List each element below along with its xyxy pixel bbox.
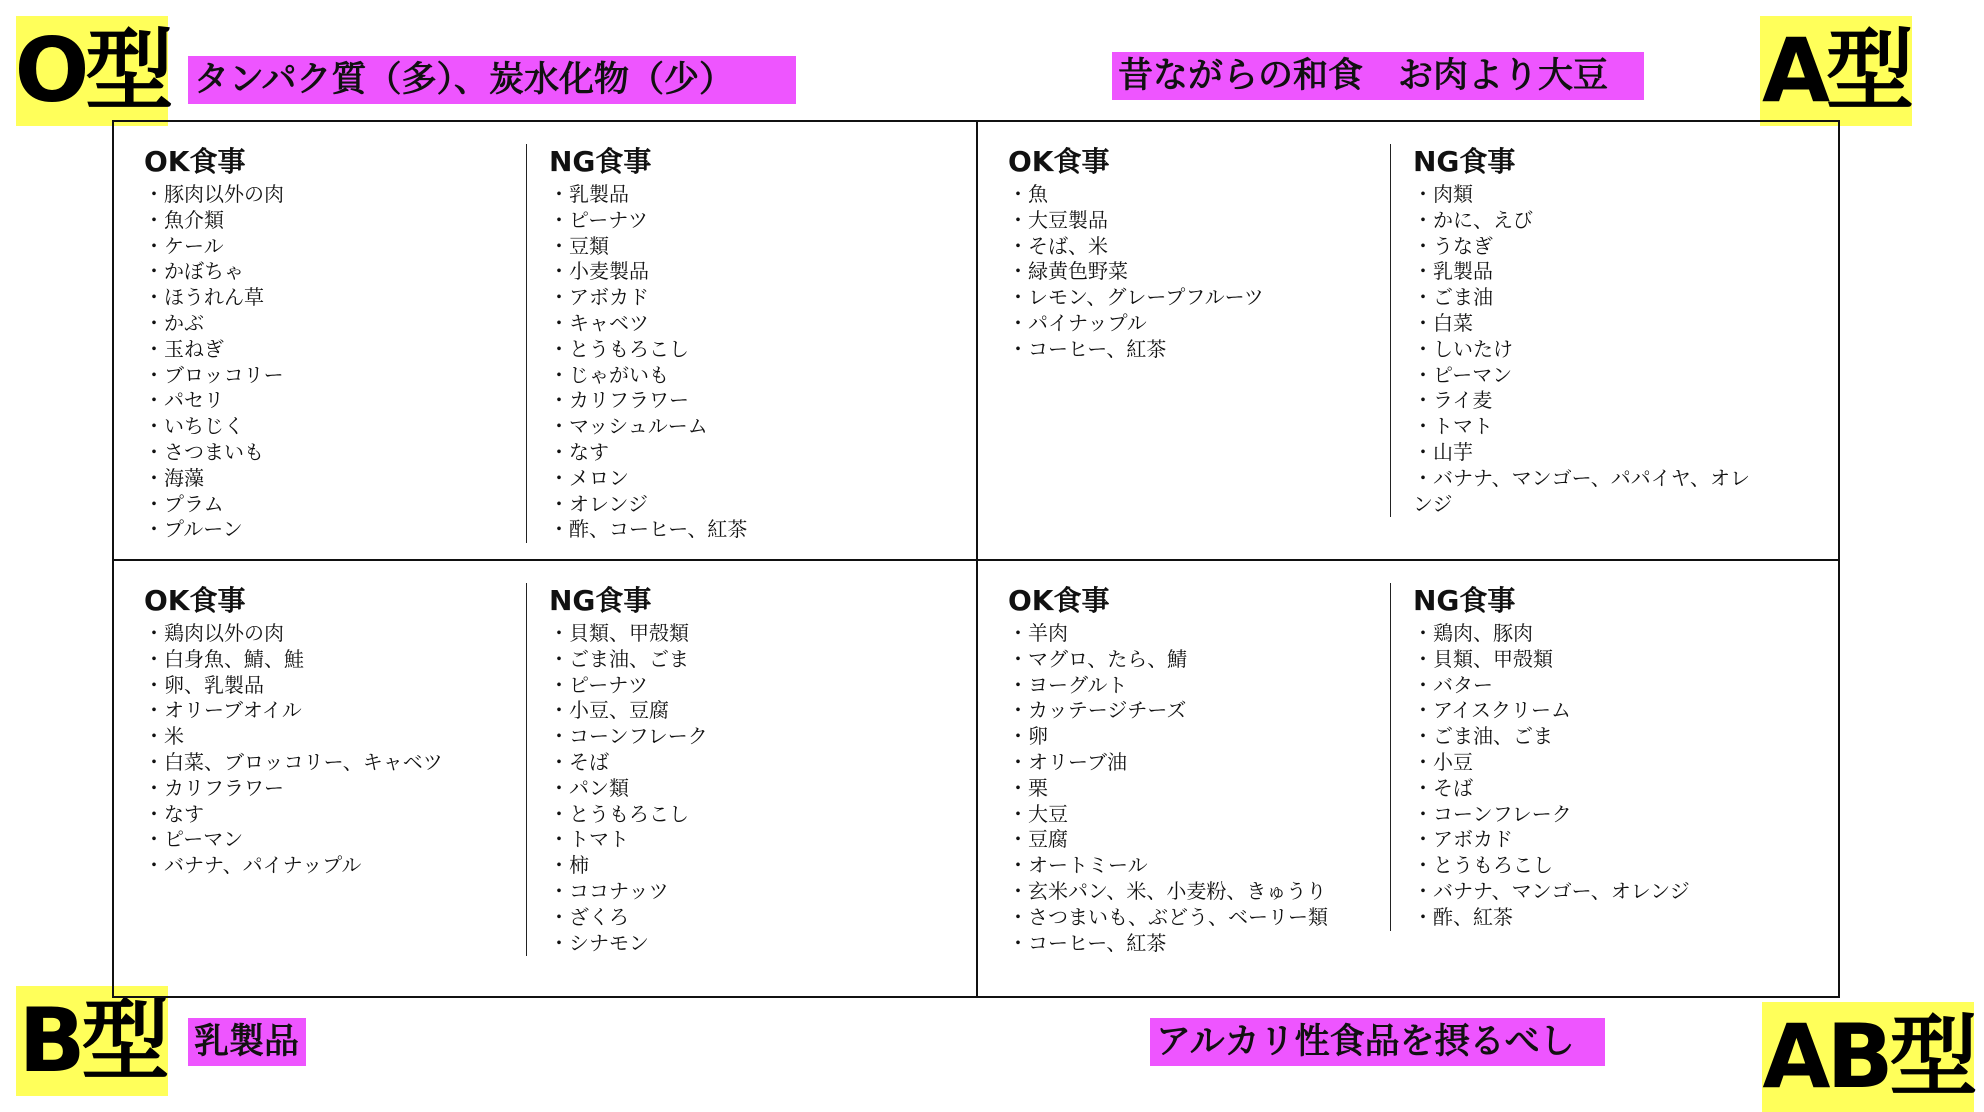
- food-item: ・貝類、甲殻類: [549, 621, 689, 645]
- food-item: ・ごま油、ごま: [549, 646, 689, 671]
- quadrant-type-o: [114, 122, 976, 559]
- type-b-banner: 乳製品: [188, 1018, 306, 1066]
- food-item: ・肉類: [1413, 182, 1473, 206]
- food-item: ・バナナ、マンゴー、パパイヤ、オレンジ: [1413, 465, 1750, 516]
- food-item: ・プルーン: [144, 517, 243, 542]
- food-item: ・ピーマン: [1413, 362, 1513, 387]
- ok-column: [1008, 583, 1378, 956]
- food-item: ・トマト: [1413, 414, 1493, 439]
- type-o-banner: タンパク質（多）、炭水化物（少）: [188, 56, 796, 104]
- ok-column: [144, 144, 514, 543]
- food-item: ・鶏肉以外の肉: [144, 621, 284, 645]
- blood-type-a-badge: A型: [1760, 16, 1912, 126]
- food-item: ・豆腐: [1008, 827, 1068, 852]
- food-item: ・白身魚、鯖、鮭: [144, 646, 304, 671]
- ng-header: NG食事: [1413, 145, 1516, 178]
- ng-food-list: [549, 621, 929, 956]
- food-item: ・パイナップル: [1008, 310, 1147, 335]
- food-item: ・乳製品: [549, 182, 629, 206]
- food-item: ・卵: [1008, 724, 1048, 749]
- type-a-banner: 昔ながらの和食 お肉より大豆: [1112, 52, 1644, 100]
- ok-header: OK食事: [144, 145, 246, 178]
- food-item: ・とうもろこし: [1413, 853, 1553, 878]
- food-item: ・大豆製品: [1008, 207, 1108, 232]
- food-item: ・柿: [549, 853, 589, 878]
- food-item: ・緑黄色野菜: [1008, 259, 1128, 284]
- ng-column: [526, 583, 929, 956]
- food-item: ・魚: [1008, 182, 1048, 206]
- food-item: ・コーヒー、紅茶: [1008, 930, 1167, 955]
- ok-header: OK食事: [1008, 145, 1110, 178]
- food-item: ・コーヒー、紅茶: [1008, 336, 1167, 361]
- food-item: ・アイスクリーム: [1413, 698, 1571, 723]
- food-item: ・シナモン: [549, 930, 649, 955]
- food-item: ・トマト: [549, 827, 629, 852]
- blood-type-ab-badge: AB型: [1762, 1002, 1974, 1112]
- ng-food-list: [1413, 621, 1793, 931]
- ng-header: NG食事: [549, 145, 652, 178]
- food-item: ・いちじく: [144, 414, 244, 439]
- food-item: ・羊肉: [1008, 621, 1068, 645]
- food-item: ・小麦製品: [549, 259, 649, 284]
- food-item: ・キャベツ: [549, 310, 649, 335]
- food-item: ・とうもろこし: [549, 336, 689, 361]
- blood-type-b-badge: B型: [16, 986, 168, 1096]
- food-item: ・栗: [1008, 775, 1048, 800]
- food-item: ・大豆: [1008, 801, 1068, 826]
- food-item: ・オリーブオイル: [144, 698, 302, 723]
- ng-food-list: [1413, 182, 1793, 517]
- food-item: ・しいたけ: [1413, 336, 1513, 361]
- food-item: ・さつまいも、ぶどう、ベーリー類: [1008, 904, 1328, 929]
- food-item: ・バナナ、マンゴー、オレンジ: [1413, 878, 1690, 903]
- food-item: ・そば: [1413, 775, 1473, 800]
- food-item: ・ほうれん草: [144, 285, 264, 310]
- food-item: ・コーンフレーク: [1413, 801, 1572, 826]
- food-item: ・かぼちゃ: [144, 259, 244, 284]
- food-item: ・米: [144, 724, 184, 749]
- food-item: ・なす: [144, 801, 204, 826]
- food-item: ・カリフラワー: [549, 388, 689, 413]
- ng-column: [1390, 144, 1793, 517]
- ok-food-list: [144, 182, 514, 543]
- food-item: ・山芋: [1413, 439, 1473, 464]
- food-item: ・酢、コーヒー、紅茶: [549, 517, 748, 542]
- food-item: ・ココナッツ: [549, 878, 669, 903]
- food-item: ・マグロ、たら、鯖: [1008, 646, 1188, 671]
- food-item: ・酢、紅茶: [1413, 904, 1513, 929]
- food-item: ・ケール: [144, 233, 224, 258]
- quadrant-type-b: [114, 561, 976, 998]
- ok-column: [144, 583, 514, 879]
- food-item: ・カッテージチーズ: [1008, 698, 1187, 723]
- food-item: ・玉ねぎ: [144, 336, 224, 361]
- food-item: ・乳製品: [1413, 259, 1493, 284]
- food-item: ・じゃがいも: [549, 362, 669, 387]
- ok-food-list: [144, 621, 514, 879]
- food-item: ・パセリ: [144, 388, 224, 413]
- ok-food-list: [1008, 621, 1378, 956]
- food-item: ・ごま油、ごま: [1413, 724, 1553, 749]
- food-item: ・魚介類: [144, 207, 224, 232]
- food-item: ・カリフラワー: [144, 775, 284, 800]
- food-item: ・オートミール: [1008, 853, 1148, 878]
- food-item: ・貝類、甲殻類: [1413, 646, 1553, 671]
- food-item: ・オリーブ油: [1008, 749, 1127, 774]
- food-item: ・アボカド: [549, 285, 649, 310]
- food-item: ・豆類: [549, 233, 609, 258]
- food-item: ・うなぎ: [1413, 233, 1493, 258]
- food-item: ・豚肉以外の肉: [144, 182, 284, 206]
- food-item: ・白菜: [1413, 310, 1473, 335]
- ok-column: [1008, 144, 1378, 363]
- food-item: ・パン類: [549, 775, 629, 800]
- food-item: ・そば: [549, 749, 609, 774]
- food-item: ・コーンフレーク: [549, 724, 708, 749]
- food-item: ・そば、米: [1008, 233, 1108, 258]
- quadrant-type-a: [978, 122, 1840, 559]
- ok-header: OK食事: [144, 584, 246, 617]
- food-item: ・ヨーグルト: [1008, 672, 1128, 697]
- food-item: ・とうもろこし: [549, 801, 689, 826]
- ng-header: NG食事: [1413, 584, 1516, 617]
- type-ab-banner: アルカリ性食品を摂るべし: [1150, 1018, 1605, 1066]
- food-item: ・ピーマン: [144, 827, 244, 852]
- food-item: ・バナナ、パイナップル: [144, 853, 362, 878]
- food-item: ・かに、えび: [1413, 207, 1533, 232]
- ng-column: [1390, 583, 1793, 931]
- food-item: ・小豆、豆腐: [549, 698, 669, 723]
- food-item: ・マッシュルーム: [549, 414, 708, 439]
- food-item: ・ざくろ: [549, 904, 629, 929]
- food-item: ・かぶ: [144, 310, 204, 335]
- food-item: ・白菜、ブロッコリー、キャベツ: [144, 749, 443, 774]
- food-item: ・バター: [1413, 672, 1493, 697]
- food-item: ・さつまいも: [144, 439, 264, 464]
- ng-header: NG食事: [549, 584, 652, 617]
- food-item: ・小豆: [1413, 749, 1473, 774]
- food-item: ・ピーナツ: [549, 207, 648, 232]
- food-item: ・海藻: [144, 465, 204, 490]
- food-item: ・鶏肉、豚肉: [1413, 621, 1533, 645]
- blood-type-o-badge: O型: [16, 16, 168, 126]
- food-item: ・ごま油: [1413, 285, 1493, 310]
- food-item: ・アボカド: [1413, 827, 1513, 852]
- ok-food-list: [1008, 182, 1378, 363]
- food-item: ・ピーナツ: [549, 672, 648, 697]
- food-item: ・オレンジ: [549, 491, 648, 516]
- food-item: ・レモン、グレープフルーツ: [1008, 285, 1264, 310]
- food-item: ・玄米パン、米、小麦粉、きゅうり: [1008, 878, 1327, 903]
- food-item: ・なす: [549, 439, 609, 464]
- food-item: ・ブロッコリー: [144, 362, 284, 387]
- food-item: ・メロン: [549, 465, 629, 490]
- ok-header: OK食事: [1008, 584, 1110, 617]
- ng-food-list: [549, 182, 929, 543]
- food-item: ・卵、乳製品: [144, 672, 264, 697]
- food-item: ・ライ麦: [1413, 388, 1493, 413]
- ng-column: [526, 144, 929, 543]
- food-item: ・プラム: [144, 491, 224, 516]
- quadrant-type-ab: [978, 561, 1840, 998]
- diet-grid: [112, 120, 1840, 998]
